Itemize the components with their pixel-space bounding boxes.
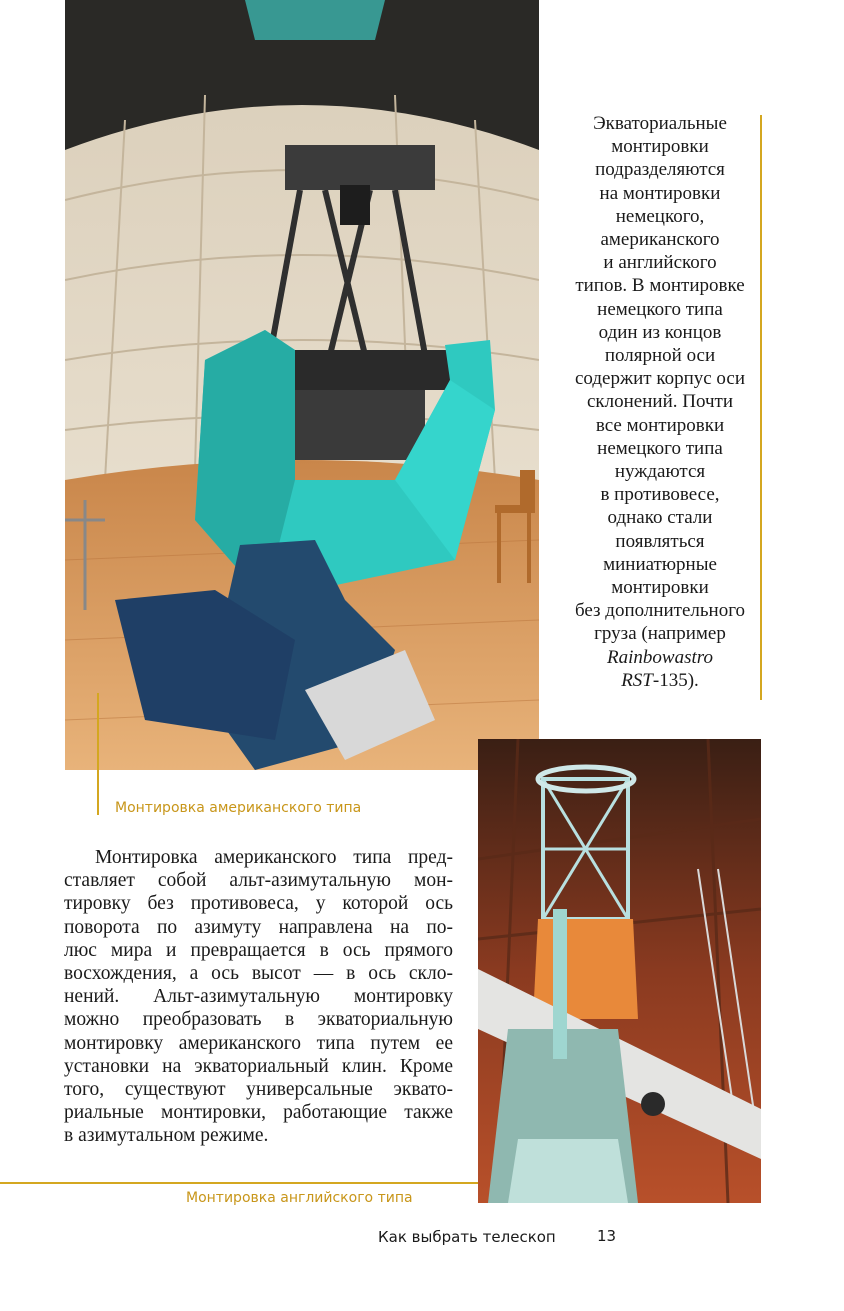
sidebar-line: и английского (603, 252, 717, 274)
sidebar-line: без дополнительного (574, 600, 746, 622)
body-line: установки на экваториальный клин. Кроме (64, 1055, 453, 1077)
sidebar-line: однако стали (607, 507, 713, 529)
sidebar-line: немецкого типа (597, 298, 723, 320)
body-line: поворота по азимуту направлена на по- (64, 916, 453, 938)
body-line: люс мира и превращается в ось прямого (64, 939, 453, 961)
body-line: монтировку американского типа путем ее (64, 1032, 453, 1054)
sidebar-line: миниатюрные (603, 553, 717, 575)
sidebar-line-italic: Rainbowastro (607, 646, 713, 668)
sidebar-line: появляться (615, 530, 705, 552)
caption-english-mount: Монтировка английского типа (186, 1190, 413, 1206)
caption-american-mount: Монтировка американского типа (115, 800, 362, 816)
sidebar-line: типов. В монтировке (575, 275, 745, 297)
body-line: тировку без противовеса, у которой ось (64, 893, 453, 915)
sidebar-line: содержит корпус оси (574, 368, 746, 390)
body-line: риальные монтировки, работающие также (64, 1102, 453, 1124)
body-line: в азимутальном режиме. (64, 1125, 269, 1147)
body-paragraph (64, 846, 453, 1148)
sidebar-line: немецкого типа (597, 437, 723, 459)
sidebar-last-line (560, 669, 760, 692)
sidebar-line: один из концов (598, 321, 722, 343)
sidebar-line: на монтировки (599, 182, 721, 204)
body-line: ставляет собой альт-азимутальную мон- (64, 870, 453, 892)
sidebar-line: нуждаются (614, 461, 706, 483)
sidebar-line: американского (600, 229, 720, 251)
sidebar-line: груза (например (594, 623, 726, 645)
body-line: Монтировка американского типа пред- (95, 847, 453, 868)
sidebar-line: полярной оси (604, 345, 716, 367)
running-footer-title: Как выбрать телескоп (378, 1228, 556, 1246)
body-line: можно преобразовать в экваториальную (64, 1009, 453, 1031)
model-number: -135). (652, 669, 699, 691)
sidebar-line: немецкого, (615, 205, 705, 227)
english-mount-photo (478, 739, 761, 1203)
caption-accent-rule (97, 693, 99, 815)
body-line: нений. Альт-азимутальную монтировку (64, 986, 453, 1008)
sidebar-text (560, 112, 760, 692)
sidebar-line: монтировки (611, 136, 709, 158)
sidebar-accent-rule (760, 115, 762, 700)
sidebar-line: склонений. Почти (586, 391, 733, 413)
sidebar-line: монтировки (611, 577, 709, 599)
sidebar-line: все монтировки (595, 414, 725, 436)
body-line: восхождения, а ось высот — в ось скло- (64, 963, 453, 985)
sidebar-line: Экваториальные (593, 113, 727, 134)
page-number: 13 (597, 1227, 617, 1245)
model-name: RST (621, 669, 653, 691)
sidebar-line: в противовесе, (600, 484, 720, 506)
body-line: того, существуют универсальные эквато- (64, 1079, 453, 1101)
caption-accent-rule-bottom (0, 1182, 478, 1184)
sidebar-line: подразделяются (595, 159, 725, 181)
american-mount-photo (65, 0, 539, 770)
